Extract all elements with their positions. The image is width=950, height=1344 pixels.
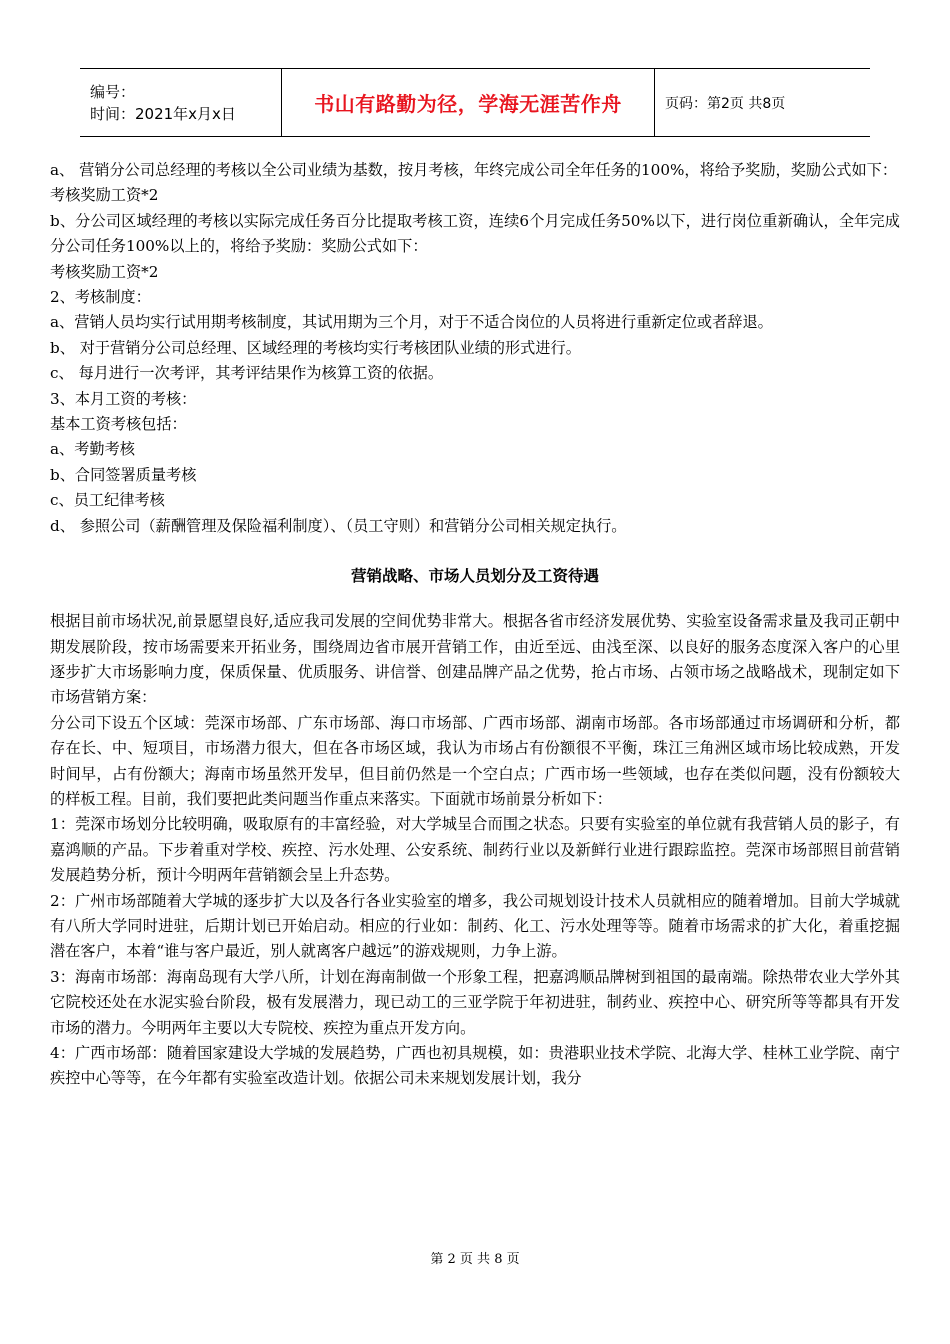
paragraph: b、合同签署质量考核 — [50, 465, 197, 484]
section-title: 营销战略、市场人员划分及工资待遇 — [350, 566, 599, 586]
paragraph: 分公司下设五个区域：莞深市场部、广东市场部、海口市场部、广西市场部、湖南市场部。各市场部通过市场调研和分析，都存在长、中、短项目，市场潜力很大，但在各市场区域，我认为市场占有份额很不平衡，珠江三角洲区域市场比较成熟，开发时间早，占有份额大；海南市场虽然开发早，但目前仍然是一个空白点；广西市场一些领域，也存在类似问题，没有份额较大的样板工程。目前，我们要把此类问题当作重点来落实。下面就市场前景分析如下： — [50, 713, 900, 808]
header-meta — [80, 69, 282, 136]
document-date: 时间：2021年x月x日 — [90, 104, 236, 123]
paragraph: d、 参照公司（薪酬管理及保险福利制度）、（员工守则）和营销分公司相关规定执行。 — [50, 516, 627, 535]
paragraph: a、营销人员均实行试用期考核制度，其试用期为三个月，对于不适合岗位的人员将进行重新定位或者辞退。 — [50, 313, 773, 332]
header-page-info-cell — [655, 69, 870, 136]
paragraph: b、 对于营销分公司总经理、区域经理的考核均实行考核团队业绩的形式进行。 — [50, 338, 581, 357]
document-number: 编号： — [90, 82, 136, 101]
paragraph: 2：广州市场部随着大学城的逐步扩大以及各行各业实验室的增多，我公司规划设计技术人员就相应的随着增加。目前大学城就有八所大学同时进驻，后期计划已开始启动。相应的行业如：制药、化工、污水处理等等。随着市场需求的扩大化，着重挖掘潜在客户，本着“谁与客户最近，别人就离客户越远”的游戏规则，力争上游。 — [50, 891, 900, 961]
document-body — [50, 158, 900, 1092]
assessment-section — [50, 158, 900, 539]
page-header — [80, 68, 870, 137]
paragraph: 基本工资考核包括： — [50, 415, 187, 434]
paragraph: 4：广西市场部：随着国家建设大学城的发展趋势，广西也初具规模，如：贵港职业技术学院、北海大学、桂林工业学院、南宁疾控中心等等，在今年都有实验室改造计划。依据公司未来规划发展计划，我分 — [50, 1044, 900, 1088]
paragraph: 考核奖励工资*2 — [50, 186, 159, 205]
paragraph: a、 营销分公司总经理的考核以全公司业绩为基数，按月考核，年终完成公司全年任务的100%，将给予奖励，奖励公式如下： — [50, 161, 898, 179]
paragraph: 根据目前市场状况,前景愿望良好,适应我司发展的空间优势非常大。根据各省市经济发展优势、实验室设备需求量及我司正朝中期发展阶段，按市场需要来开拓业务，围绕周边省市展开营销工作，由近至远、由浅至深、以良好的服务态度深入客户的心里逐步扩大市场影响力度，保质保量、优质服务、讲信誉、创建品牌产品之优势，抢占市场、占领市场之战略战术，现制定如下市场营销方案： — [50, 612, 900, 707]
paragraph: c、员工纪律考核 — [50, 491, 165, 510]
strategy-section — [50, 609, 900, 1092]
header-motto: 书山有路勤为径，学海无涯苦作舟 — [314, 92, 622, 116]
page-footer: 第 2 页 共 8 页 — [430, 1252, 520, 1267]
paragraph: 考核奖励工资*2 — [50, 262, 159, 281]
paragraph: a、考勤考核 — [50, 440, 135, 459]
paragraph: 3：海南市场部：海南岛现有大学八所，计划在海南制做一个形象工程，把嘉鸿顺品牌树到祖国的最南端。除热带农业大学外其它院校还处在水泥实验台阶段，极有发展潜力，现已动工的三亚学院于年初进驻，制药业、疾控中心、研究所等等都具有开发市场的潜力。今明两年主要以大专院校、疾控为重点开发方向。 — [50, 967, 900, 1037]
paragraph: 2、考核制度： — [50, 288, 151, 307]
header-page-info: 页码：第2页 共8页 — [665, 95, 786, 112]
paragraph: b、分公司区域经理的考核以实际完成任务百分比提取考核工资，连续6个月完成任务50%以下，进行岗位重新确认，全年完成分公司任务100%以上的，将给予奖励：奖励公式如下： — [50, 211, 900, 256]
paragraph: 3、本月工资的考核： — [50, 389, 197, 408]
paragraph: 1：莞深市场划分比较明确，吸取原有的丰富经验，对大学城呈合而围之状态。只要有实验室的单位就有我营销人员的影子，有嘉鸿顺的产品。下步着重对学校、疾控、污水处理、公安系统、制药行业以及新鲜行业进行跟踪监控。莞深市场部照目前营销发展趋势分析，预计今明两年营销额会呈上升态势。 — [50, 815, 900, 885]
paragraph: c、 每月进行一次考评，其考评结果作为核算工资的依据。 — [50, 364, 444, 383]
header-motto-cell — [282, 69, 655, 136]
